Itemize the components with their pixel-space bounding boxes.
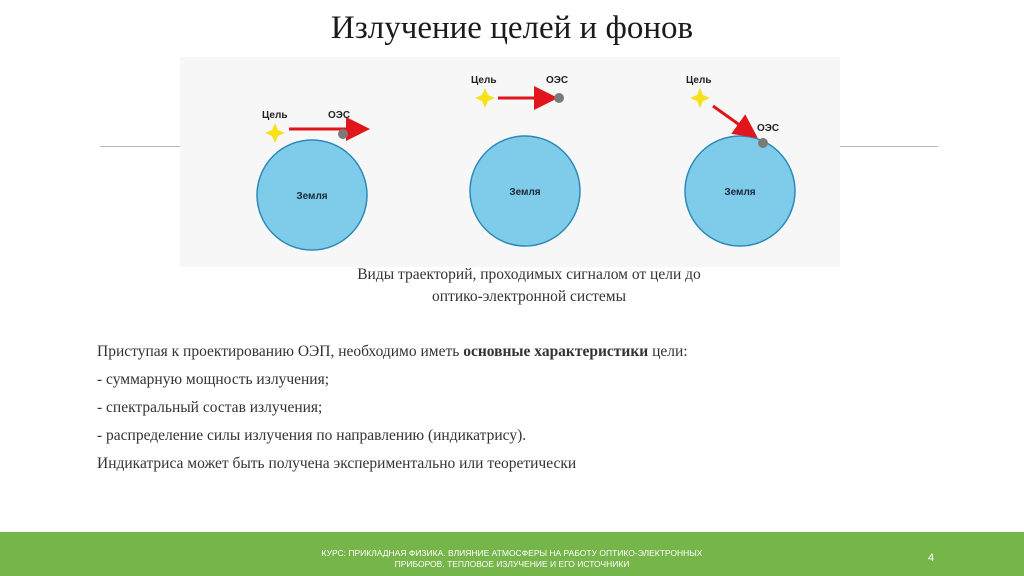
target-label-1: Цель <box>262 110 288 121</box>
target-label-2: Цель <box>471 75 497 86</box>
footer-course-title <box>300 548 724 570</box>
earth-label-2: Земля <box>509 187 541 198</box>
intro-text: Приступая к проектированию ОЭП, необходимо иметь <box>97 343 464 360</box>
receiver-label-3: ОЭС <box>757 123 780 134</box>
divider-right <box>830 146 938 147</box>
receiver-dot-2 <box>554 93 564 103</box>
conclusion-line: Индикатриса может быть получена экспериментально или теоретически <box>97 455 577 472</box>
footer-course-line-2: ПРИБОРОВ. ТЕПЛОВОЕ ИЗЛУЧЕНИЕ И ЕГО ИСТОЧНИКИ <box>394 559 630 569</box>
list-item: - спектральный состав излучения; <box>97 399 323 416</box>
caption-line-2: оптико-электронной системы <box>432 288 626 305</box>
trajectory-figure <box>180 57 840 267</box>
receiver-label-1: ОЭС <box>328 110 351 121</box>
list-item: - суммарную мощность излучения; <box>97 371 330 388</box>
receiver-dot-3 <box>758 138 768 148</box>
earth-label-1: Земля <box>296 191 328 202</box>
intro-line <box>97 338 917 366</box>
receiver-label-2: ОЭС <box>546 75 569 86</box>
list-item: - распределение силы излучения по направлению (индикатрису). <box>97 427 527 444</box>
receiver-dot-1 <box>338 129 348 139</box>
caption-line-1: Виды траекторий, проходимых сигналом от цели до <box>357 266 701 283</box>
intro-tail: цели: <box>648 343 688 360</box>
footer-course-line-1: КУРС: ПРИКЛАДНАЯ ФИЗИКА. ВЛИЯНИЕ АТМОСФЕРЫ НА РАБОТУ ОПТИКО-ЭЛЕКТРОННЫХ <box>321 548 703 558</box>
page-number: 4 <box>928 552 935 564</box>
target-label-3: Цель <box>686 75 712 86</box>
figure-caption <box>240 264 818 308</box>
body-text <box>97 338 917 478</box>
earth-label-3: Земля <box>724 187 756 198</box>
intro-emphasis: основные характеристики <box>463 343 649 360</box>
slide-title: Излучение целей и фонов <box>330 10 694 46</box>
footer-bar <box>0 532 1024 576</box>
